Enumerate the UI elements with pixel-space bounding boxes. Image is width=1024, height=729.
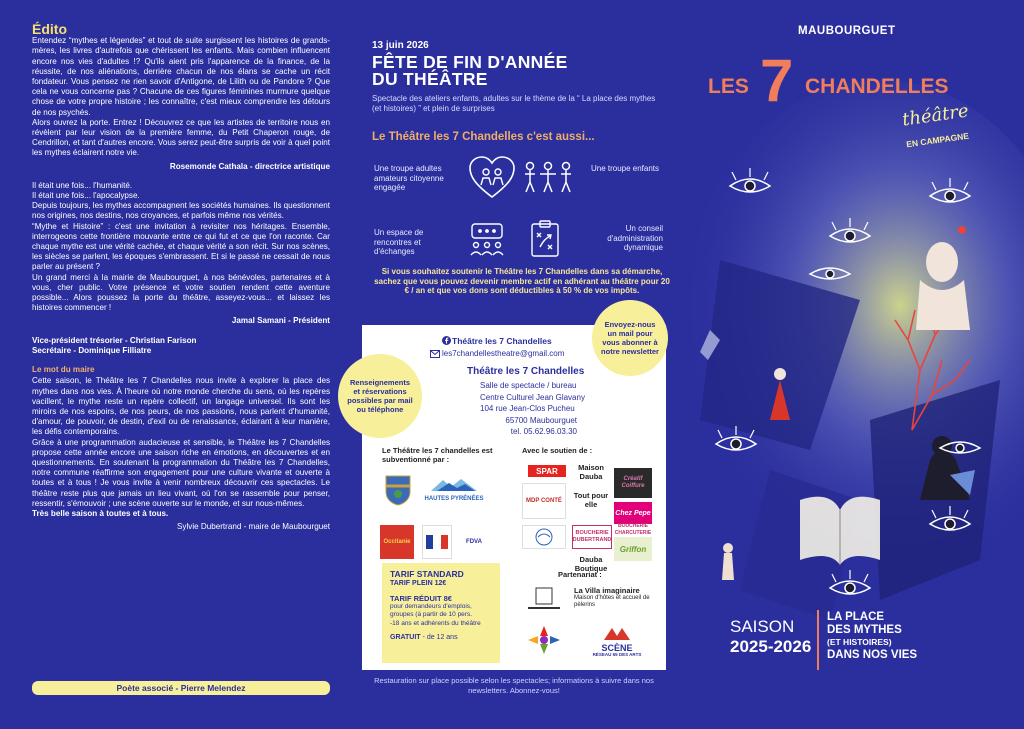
edito-paragraph: Un grand merci à la mairie de Maubourguet, à nos bénévoles, partenaires et à vous, cher public. Votre présence et votre soutien rendent cette aventure possible... Alors poussez la porte du théâtre, asseyez-vous... et laissez les histoires commencer ! (32, 272, 330, 313)
aussi-title: Le Théâtre les 7 Chandelles c'est aussi... (372, 131, 595, 143)
subsidy-title: Le Théâtre les 7 chandelles est subventionné par : (382, 446, 493, 464)
villa-imaginaire-label (574, 586, 654, 609)
occitanie-text: Occitanie (383, 538, 411, 545)
email-link[interactable]: les7chandellestheatre@gmail.com (442, 349, 565, 358)
republique-francaise-logo (422, 525, 452, 559)
newsletter-bubble[interactable]: Envoyez-nous un mail pour vous abonner à notre newsletter (592, 300, 668, 376)
mdp-text: MDP CONTÉ (526, 497, 562, 504)
spar-logo (528, 465, 566, 477)
mdp-conte-logo (522, 483, 566, 519)
tout-pour-elle-label: Tout pour elle (573, 491, 609, 509)
heart-people-icon (468, 155, 516, 201)
brand-seven: 7 (760, 47, 794, 114)
mayor-paragraph: Cette saison, le Théâtre les 7 Chandelles nous invite à explorer la place des mythes dans nos vies. À l'heure où notre monde cherche du sens, où les repères vacillent, le mythe reste un repère collectif, un langage universel. Ils sont les miroirs de nos espoirs, de nos peurs, de nos passions, nous parlent d'humanité, d'amour, de pouvoir, de destin, d'exil ou de renaissance, éclairant à leur manière, les défis contemporains. (32, 376, 330, 437)
feature-board: Un conseil d'administration dynamique (607, 224, 663, 252)
season-label: SAISON (730, 617, 795, 636)
edito-paragraph: Il était une fois... l'apocalypse. (32, 191, 140, 201)
griffon-text: Griffon (619, 544, 647, 554)
scene-subtext: RÉSEAU 65 DES ARTS (592, 651, 642, 657)
mayor-signature: Sylvie Dubertrand - maire de Maubourguet (177, 522, 330, 532)
reservation-bubble: Renseignements et réservations possibles par mail ou téléphone (338, 354, 422, 438)
partnership-title: Partenariat : (558, 570, 602, 579)
boucherie-text: BOUCHERIE DUBERTRAND (572, 530, 612, 543)
phone-number[interactable]: tel. 05.62.96.03.30 (510, 427, 577, 436)
scene-text: SCÈNE (601, 642, 633, 653)
creatif-text: Créatif Coiffure (621, 476, 645, 489)
secretary-credit: Secrétaire - Dominique Filliatre (32, 345, 152, 355)
edito-paragraph: “Mythe et Histoire” : c'est une invitation à revisiter nos héritages. Ensemble, interrogeons cette frontière mouvante entre ce qui fut et ce que l'on raconte. Car chaque mythe est une vérité cachée, et chaque vérité a son récit. Sur nos scènes, les siècles se parlent, les époques s'embrassent. Et si le passé ne cessait de nous parler au présent ? (32, 221, 330, 272)
theme-line: DES MYTHES (827, 623, 902, 636)
mayor-closing: Très belle saison à toutes et à tous. (32, 508, 169, 518)
free-label: GRATUIT (390, 634, 421, 641)
venue-name: Théâtre les 7 Chandelles (467, 366, 585, 377)
mayor-word-title: Le mot du maire (32, 365, 95, 375)
bilingual-logo (522, 525, 566, 549)
edito-column (0, 0, 340, 729)
theme-line: (ET HISTOIRES) (827, 637, 892, 647)
occitanie-logo (380, 525, 414, 559)
maubourguet-crest-logo (384, 473, 412, 507)
griffon-logo (614, 537, 652, 561)
scene-network-logo (582, 621, 652, 661)
fete-title-line: DU THÉÂTRE (372, 69, 488, 89)
reduced-price: TARIF RÉDUIT 8€ (390, 594, 452, 603)
clipboard-strategy-icon (530, 219, 560, 259)
children-icon (522, 160, 574, 196)
colorful-partner-logo (522, 623, 566, 657)
associated-poet-banner: Poète associé - Pierre Melendez (32, 681, 330, 695)
board-credits (32, 336, 330, 356)
fete-subtitle: Spectacle des ateliers enfants, adultes sur le thème de la “ La place des mythes (et histoires) ” et plein de surprises (372, 94, 656, 113)
season-theme (827, 611, 917, 661)
hautes-pyrenees-text: HAUTES PYRÉNÉES (424, 496, 484, 502)
fdva-text: FDVA (466, 538, 482, 545)
feature-children-troupe: Une troupe enfants (590, 164, 660, 173)
reduced-price-conditions: -18 ans et adhérents du théâtre (390, 620, 481, 627)
city-name: MAUBOURGUET (798, 25, 896, 37)
discussion-icon (468, 222, 506, 258)
boucherie-charcuterie-label (614, 525, 652, 535)
free-price (390, 634, 492, 641)
season-years: 2025-2026 (730, 637, 812, 656)
pricing-title: TARIF STANDARD (390, 569, 464, 579)
address-line: Centre Culturel Jean Glavany (480, 392, 585, 402)
theme-line: DANS NOS VIES (827, 648, 918, 661)
support-text: Si vous souhaitez soutenir le Théâtre les 7 Chandelles dans sa démarche, sachez que vous pouvez devenir membre actif en adhérant au théâtre pour 20 € / an et que vos dons sont déductibles à 50 % de vos impôts. (374, 267, 670, 296)
edito-paragraph: Alors ouvrez la porte. Entrez ! Découvrez ce que les artistes de territoire nous en révèlent par leur vision de la première femme, du Petit Chaperon rouge, de Cendrillon, et tant d'autres encore. Vous serez peut-être surpris de voir à quel point les mythes éclairent notre vie. (32, 117, 330, 158)
address-line: Salle de spectacle / bureau (480, 381, 577, 390)
feature-meeting-space: Un espace de rencontres et d'échanges (374, 228, 424, 256)
mayor-paragraph: Grâce à une programmation audacieuse et sensible, le Théâtre les 7 Chandelles propose cette année encore une saison riche en émotions, en découvertes et en questionnements. En soutenant la programmation du Théâtre les 7 Chandelles, notre commune réaffirme son engagement pour une culture vivante et ouverte à toutes et à tous ! Je vous invite à venir nombreux découvrir ces spectacles. Le théâtre reste plus que jamais un lieu vivant, où l'on se rassemble pour penser, ressentir, s'émouvoir ; une scène ouverte sur le monde, et sur nous-mêmes. (32, 437, 330, 508)
full-price: TARIF PLEIN 12€ (390, 580, 447, 587)
hautes-pyrenees-logo (424, 471, 484, 509)
facebook-icon (442, 336, 451, 345)
chez-pepe-text: Chez Pepe (615, 509, 651, 517)
boucherie-dubertrand-logo (572, 525, 612, 549)
pricing-box (382, 563, 500, 663)
venue-address (480, 380, 585, 438)
reduced-price-conditions: pour demandeurs d'emplois, groupes (à partir de 10 pers. (390, 603, 473, 618)
address-line: 65700 Maubourguet (505, 415, 577, 425)
maison-dauba-label: Maison Dauba (578, 463, 604, 481)
fete-date: 13 juin 2026 (372, 40, 429, 51)
info-column (347, 0, 670, 729)
fdva-logo (456, 525, 492, 559)
brand-les: LES (708, 75, 749, 98)
villa-subtext: Maison d'hôtes et accueil de pèlerins (574, 595, 650, 608)
villa-text: La Villa imaginaire (574, 586, 640, 595)
restauration-note: Restauration sur place possible selon les spectacles; informations à suivre dans nos newsletters. Abonnez-vous! (374, 676, 654, 695)
president-signature: Jamal Samani - Président (231, 316, 330, 326)
edito-paragraph: Il était une fois... l'humanité. (32, 180, 133, 190)
treasurer-credit: Vice-président trésorier - Christian Farison (32, 335, 197, 345)
edito-paragraph: Depuis toujours, les mythes accompagnent les sociétés humaines. Ils questionnent nos origines, nos destins, nos croyances, et parfois même nos vérités. (32, 201, 330, 221)
facebook-link[interactable]: Théâtre les 7 Chandelles (452, 336, 552, 346)
feature-adult-troupe: Une troupe adultes amateurs citoyenne engagée (374, 164, 444, 192)
cover-column (680, 0, 1024, 729)
edito-signature: Rosemonde Cathala - directrice artistique (169, 161, 330, 171)
dauba-boutique-label: Dauba Boutique (574, 555, 608, 573)
address-line: 104 rue Jean-Clos Pucheu (480, 404, 575, 413)
free-condition: - de 12 ans (422, 634, 458, 641)
fete-title-line: FÊTE DE FIN D'ANNÉE (372, 52, 568, 72)
mail-icon (430, 350, 440, 358)
creatif-coiffure-logo (614, 468, 652, 498)
edito-title: Édito (32, 21, 67, 37)
spar-text: SPAR (536, 466, 558, 476)
brand-theatre-script: théâtre (900, 100, 970, 131)
boucherie-label-text: BOUCHERIE CHARCUTERIE (614, 523, 652, 536)
support-title: Avec le soutien de : (522, 446, 593, 455)
brand-chandelles: CHANDELLES (805, 75, 949, 98)
partner-logo-1 (522, 584, 566, 614)
brand-campagne: EN CAMPAGNE (905, 130, 970, 150)
cover-divider (817, 610, 819, 670)
chez-pepe-logo (614, 502, 652, 524)
theme-line: LA PLACE (827, 611, 885, 623)
fete-title (372, 54, 662, 88)
edito-paragraph: Entendez “mythes et légendes” et tout de suite surgissent les histoires de grands-mères, les livres d'autrefois que chérissent les enfants. Mais combien influencent encore nos vies d'adultes !? Qu'ils aient pris l'apparence de la finance, de la réussite, de nos aliénations, derrière chacun de nos élans se cache un récit fondateur. Vous pensez ne rien savoir d'Antigone, de Lilith ou de Pandore ? Que cela ne vous concerne pas ? Chacune de ces figures féminines murmure quelque chose de votre propre histoire ; les connaître, c'est mieux comprendre les détours de nos psychés. (32, 36, 330, 117)
